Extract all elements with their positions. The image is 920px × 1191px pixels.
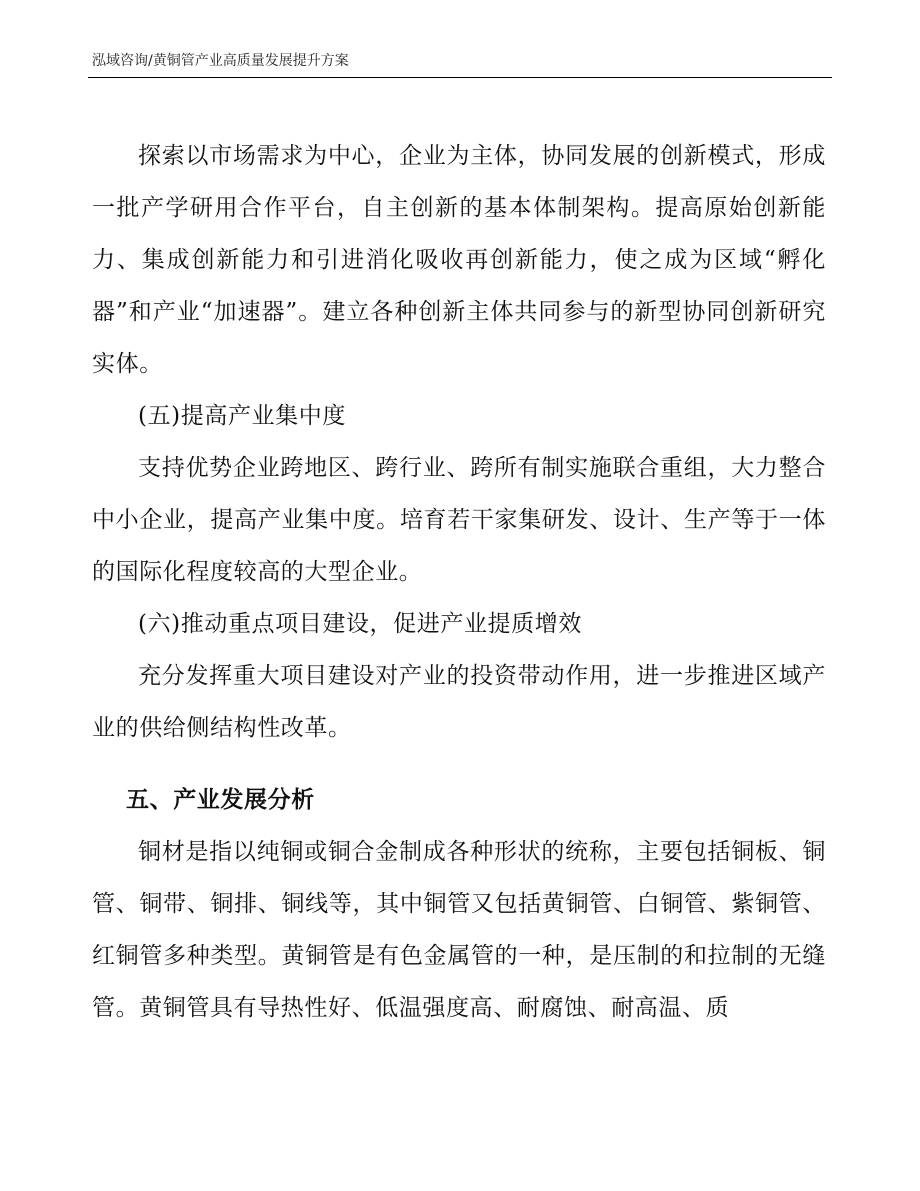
paragraph-key-projects: 充分发挥重大项目建设对产业的投资带动作用，进一步推进区域产业的供给侧结构性改革。	[92, 663, 826, 741]
paragraph-copper-materials: 铜材是指以纯铜或铜合金制成各种形状的统称，主要包括铜板、铜管、铜带、铜排、铜线等，其中铜管又包括黄铜管、白铜管、紫铜管、红铜管多种类型。黄铜管是有色金属管的一种，是压制的和拉制的无缝管。黄铜管具有导热性好、低温强度高、耐腐蚀、耐高温、质	[92, 839, 826, 1021]
section-heading-industry-analysis: 五、产业发展分析	[126, 787, 315, 813]
paragraph-concentration: 支持优势企业跨地区、跨行业、跨所有制实施联合重组，大力整合中小企业，提高产业集中度。培育若干家集研发、设计、生产等于一体的国际化程度较高的大型企业。	[92, 455, 826, 585]
running-header: 泓域咨询/黄铜管产业高质量发展提升方案	[92, 53, 349, 69]
document-body	[92, 130, 826, 1034]
subheading-five: (五)提高产业集中度	[138, 403, 346, 429]
paragraph-innovation: 探索以市场需求为中心，企业为主体，协同发展的创新模式，形成一批产学研用合作平台，自主创新的基本体制架构。提高原始创新能力、集成创新能力和引进消化吸收再创新能力，使之成为区域“孵化器”和产业“加速器”。建立各种创新主体共同参与的新型协同创新研究实体。	[92, 143, 826, 377]
subheading-six: (六)推动重点项目建设，促进产业提质增效	[138, 611, 582, 637]
header-divider	[88, 77, 832, 78]
